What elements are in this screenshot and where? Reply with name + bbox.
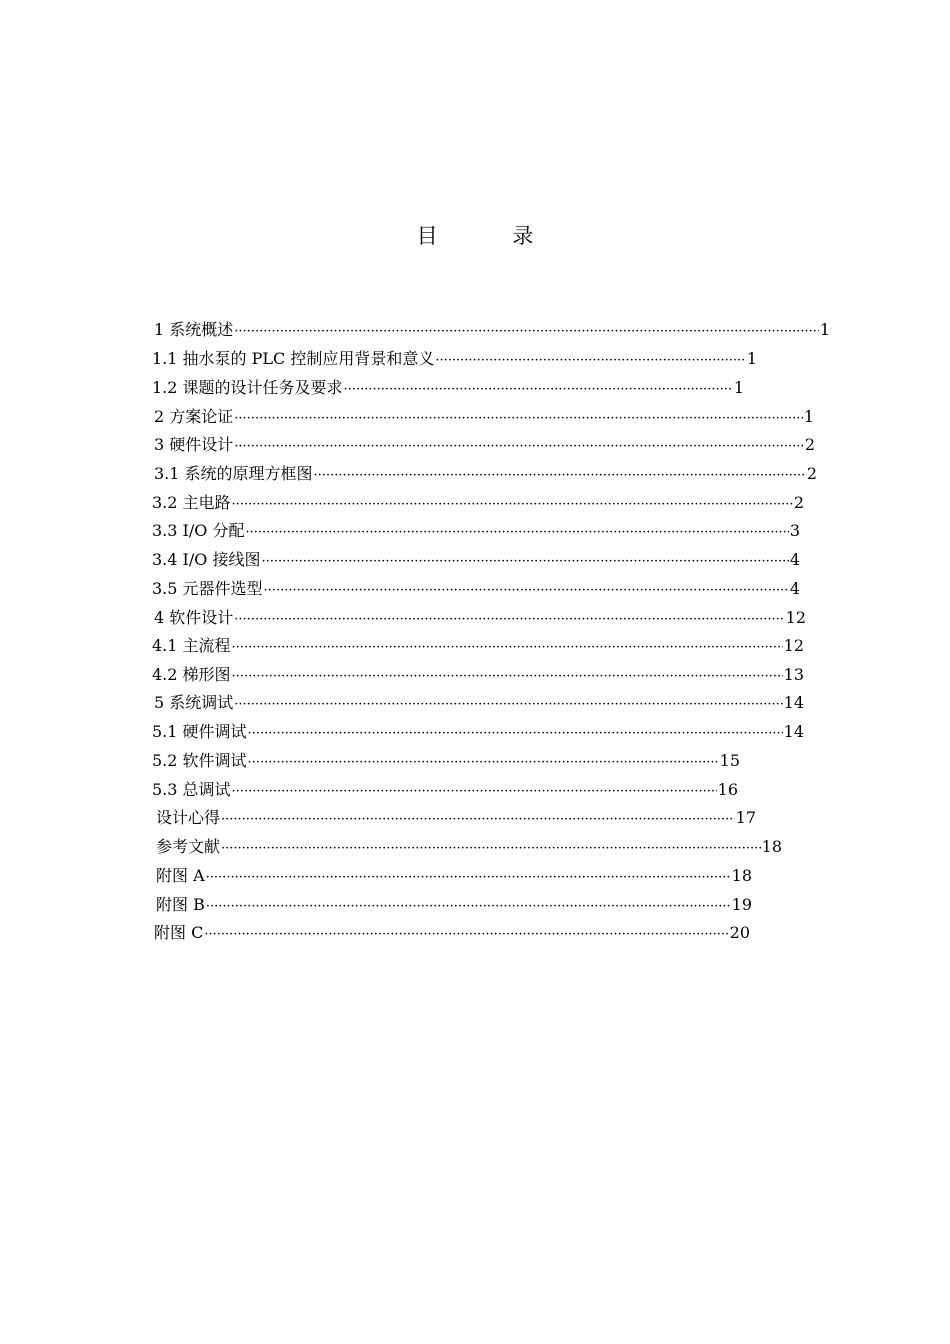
toc-entry-page: 2 <box>804 435 815 454</box>
toc-entry-page: 13 <box>783 665 804 684</box>
toc-entry-page: 2 <box>806 464 817 483</box>
toc-entry[interactable] <box>156 832 782 861</box>
toc-entry[interactable] <box>154 315 830 344</box>
toc-entry-page: 1 <box>803 407 814 426</box>
toc-entry-label: 1.1 抽水泵的 PLC 控制应用背景和意义 <box>152 349 435 368</box>
toc-leader <box>206 863 731 890</box>
toc-entry[interactable] <box>154 603 806 632</box>
toc-entry[interactable] <box>152 717 804 746</box>
toc-entry-page: 1 <box>733 378 744 397</box>
toc-entry-label: 4.2 梯形图 <box>152 665 231 684</box>
toc-leader <box>221 834 761 861</box>
toc-entry-label: 3.4 I/O 接线图 <box>152 550 261 569</box>
toc-entry-label: 5 系统调试 <box>154 693 234 712</box>
toc-entry-page: 17 <box>735 808 756 827</box>
toc-leader <box>234 317 819 344</box>
toc-entry-page: 16 <box>717 780 738 799</box>
toc-entry[interactable] <box>154 402 814 431</box>
toc-entry-page: 1 <box>819 320 830 339</box>
toc-entry-label: 3.1 系统的原理方框图 <box>154 464 313 483</box>
toc-entry[interactable] <box>156 861 752 890</box>
toc-entry[interactable] <box>154 688 804 717</box>
toc-leader <box>232 662 783 689</box>
toc-entry-page: 15 <box>719 751 740 770</box>
toc-entry-page: 2 <box>793 493 804 512</box>
toc-entry-label: 附图 B <box>156 895 205 914</box>
toc-entry[interactable] <box>154 918 750 947</box>
toc-entry-label: 5.2 软件调试 <box>152 751 247 770</box>
toc-leader <box>234 690 782 717</box>
toc-entry-label: 附图 C <box>154 923 204 942</box>
toc-entry[interactable] <box>154 430 815 459</box>
toc-entry[interactable] <box>152 631 804 660</box>
toc-entry-label: 3 硬件设计 <box>154 435 234 454</box>
toc-entry[interactable] <box>152 746 740 775</box>
toc-entry[interactable] <box>152 516 800 545</box>
toc-entry-label: 5.3 总调试 <box>152 780 231 799</box>
toc-entry[interactable] <box>152 660 804 689</box>
toc-entry[interactable] <box>156 890 752 919</box>
toc-entry-label: 5.1 硬件调试 <box>152 722 247 741</box>
toc-leader <box>234 404 803 431</box>
toc-leader <box>234 605 784 632</box>
toc-entry-page: 1 <box>746 349 757 368</box>
toc-leader <box>234 432 804 459</box>
toc-leader <box>435 346 745 373</box>
toc-entry-label: 3.3 I/O 分配 <box>152 521 245 540</box>
toc-leader <box>248 748 719 775</box>
toc-entry-page: 4 <box>789 550 800 569</box>
toc-entry-label: 4 软件设计 <box>154 608 234 627</box>
toc-entry-label: 4.1 主流程 <box>152 636 231 655</box>
toc-leader <box>344 375 733 402</box>
toc-entry[interactable] <box>154 459 817 488</box>
toc-entry-page: 20 <box>729 923 750 942</box>
toc-entry[interactable] <box>152 344 757 373</box>
toc-leader <box>248 719 783 746</box>
toc-leader <box>314 461 806 488</box>
toc-entry-label: 设计心得 <box>156 808 221 827</box>
toc-entry[interactable] <box>152 545 800 574</box>
toc-entry[interactable] <box>152 373 744 402</box>
toc-leader <box>261 547 788 574</box>
toc-entry-label: 附图 A <box>156 866 205 885</box>
toc-entry[interactable] <box>152 775 738 804</box>
toc-leader <box>245 518 788 545</box>
toc-entry-label: 3.2 主电路 <box>152 493 231 512</box>
toc-entry-page: 14 <box>783 722 804 741</box>
toc-entry-label: 1.2 课题的设计任务及要求 <box>152 378 343 397</box>
toc-leader <box>206 892 731 919</box>
toc-entry[interactable] <box>152 488 804 517</box>
toc-entry-page: 3 <box>789 521 800 540</box>
toc-entry[interactable] <box>152 574 800 603</box>
toc-entry-page: 12 <box>785 608 806 627</box>
toc-leader <box>232 490 793 517</box>
toc-leader <box>204 920 728 947</box>
toc-entry-label: 2 方案论证 <box>154 407 234 426</box>
toc-entry-page: 4 <box>789 579 800 598</box>
toc-entry[interactable] <box>156 803 756 832</box>
page-title: 目 录 <box>416 224 568 248</box>
toc-entry-page: 12 <box>783 636 804 655</box>
toc-entry-page: 18 <box>761 837 782 856</box>
toc-entry-page: 19 <box>731 895 752 914</box>
toc-entry-label: 3.5 元器件选型 <box>152 579 263 598</box>
toc-leader <box>232 777 717 804</box>
toc-leader <box>221 805 735 832</box>
toc-entry-page: 18 <box>731 866 752 885</box>
toc-leader <box>232 633 783 660</box>
toc-entry-label: 参考文献 <box>156 837 221 856</box>
toc-leader <box>264 576 789 603</box>
toc-entry-page: 14 <box>783 693 804 712</box>
toc-entry-label: 1 系统概述 <box>154 320 234 339</box>
